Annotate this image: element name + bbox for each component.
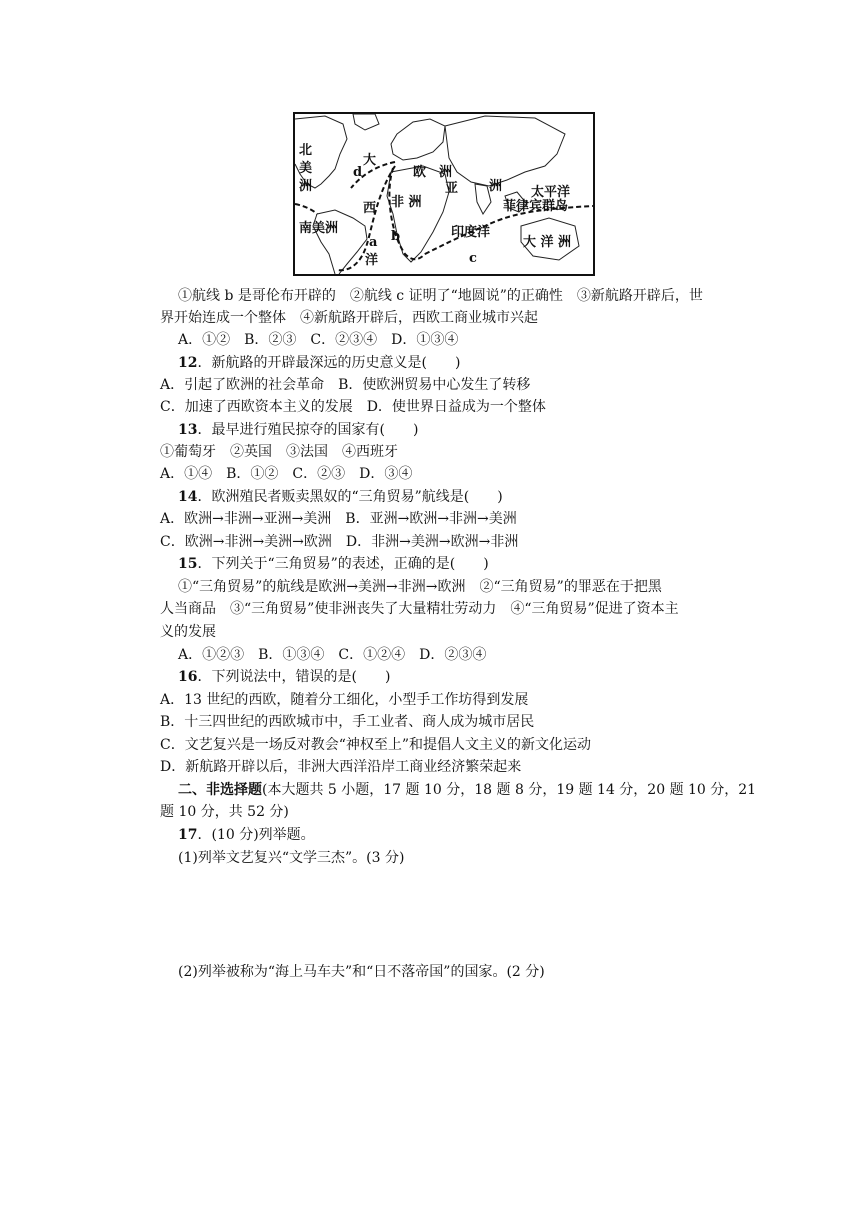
map-label-north-america-1: 北 xyxy=(299,143,313,158)
map-label-route-b: b xyxy=(391,229,401,244)
map-label-asia-ya: 亚 xyxy=(445,181,459,196)
section2-heading xyxy=(178,779,756,801)
map-label-da: 大 xyxy=(363,153,377,168)
q15-stem: ．下列关于“三角贸易”的表述，正确的是( ) xyxy=(197,556,489,572)
q14-number: 14 xyxy=(178,489,198,505)
map-label-route-a: a xyxy=(369,235,378,250)
q15-number: 15 xyxy=(178,556,198,572)
map-label-route-d: d xyxy=(353,165,363,180)
q15-items-line-2: 人当商品 ③“三角贸易”使非洲丧失了大量精壮劳动力 ④“三角贸易”促进了资本主 xyxy=(160,601,679,617)
q17-stem: ．(10 分)列举题。 xyxy=(197,827,315,843)
q14-question xyxy=(178,486,503,508)
q12-options-line-1: A．引起了欧洲的社会革命 B．使欧洲贸易中心发生了转移 xyxy=(160,377,531,393)
q12-number: 12 xyxy=(178,355,198,371)
map-label-south-america: 南美洲 xyxy=(299,221,339,236)
map-drawing xyxy=(295,114,593,274)
q16-stem: ．下列说法中，错误的是( ) xyxy=(197,669,391,685)
q14-stem: ．欧洲殖民者贩卖黑奴的“三角贸易”航线是( ) xyxy=(197,489,503,505)
map-label-asia-zhou: 洲 xyxy=(489,179,503,194)
q12-question xyxy=(178,352,460,374)
q17-number: 17 xyxy=(178,827,198,843)
q15-items-line-3: 义的发展 xyxy=(160,624,216,640)
q13-question xyxy=(178,419,418,441)
navigation-routes-map xyxy=(293,112,595,276)
map-label-yang: 洋 xyxy=(365,253,379,268)
q11-options: A．①② B．②③ C．②③④ D．①③④ xyxy=(178,332,459,348)
map-label-philippines: 菲律宾群岛 xyxy=(503,199,569,214)
q13-number: 13 xyxy=(178,422,198,438)
q16-number: 16 xyxy=(178,669,198,685)
q16-option-a: A．13 世纪的西欧，随着分工细化，小型手工作坊得到发展 xyxy=(160,692,529,708)
q13-options: A．①④ B．①② C．②③ D．③④ xyxy=(160,466,413,482)
q14-options-line-1: A．欧洲→非洲→亚洲→美洲 B．亚洲→欧洲→非洲→美洲 xyxy=(160,511,517,527)
section2-title: 二、非选择题 xyxy=(178,782,262,798)
section2-desc-line-2: 题 10 分，共 52 分) xyxy=(160,804,289,820)
q16-option-d: D．新航路开辟以后，非洲大西洋沿岸工商业经济繁荣起来 xyxy=(160,759,522,775)
q14-options-line-2: C．欧洲→非洲→美洲→欧洲 D．非洲→美洲→欧洲→非洲 xyxy=(160,534,519,550)
q15-question xyxy=(178,553,489,575)
q16-option-c: C．文艺复兴是一场反对教会“神权至上”和提倡人文主义的新文化运动 xyxy=(160,737,592,753)
q13-stem: ．最早进行殖民掠夺的国家有( ) xyxy=(197,422,419,438)
q17-question xyxy=(178,824,315,846)
map-label-indian-ocean: 印度洋 xyxy=(451,225,491,240)
map-label-europe: 欧 洲 xyxy=(413,165,453,180)
q16-question xyxy=(178,666,390,688)
map-label-africa: 非 洲 xyxy=(391,195,422,210)
map-label-north-america-2: 美 xyxy=(299,161,313,176)
map-label-xi: 西 xyxy=(363,201,377,216)
q16-option-b: B．十三四世纪的西欧城市中，手工业者、商人成为城市居民 xyxy=(160,714,535,730)
q11-statement-line-1: ①航线 b 是哥伦布开辟的 ②航线 c 证明了“地圆说”的正确性 ③新航路开辟后，世 xyxy=(178,288,703,304)
q17-sub-question-1: (1)列举文艺复兴“文学三杰”。(3 分) xyxy=(178,850,405,866)
map-label-pacific: 太平洋 xyxy=(531,185,571,200)
q11-statement-line-2: 界开始连成一个整体 ④新航路开辟后，西欧工商业城市兴起 xyxy=(160,310,538,326)
q12-stem: ．新航路的开辟最深远的历史意义是( ) xyxy=(197,355,461,371)
map-label-route-c: c xyxy=(469,251,477,266)
section2-desc-line-1: (本大题共 5 小题，17 题 10 分，18 题 8 分，19 题 14 分，20 题 10 分，21 xyxy=(262,782,757,798)
q13-items: ①葡萄牙 ②英国 ③法国 ④西班牙 xyxy=(160,444,398,460)
q15-items-line-1: ①“三角贸易”的航线是欧洲→美洲→非洲→欧洲 ②“三角贸易”的罪恶在于把黑 xyxy=(178,579,662,595)
q17-sub-question-2: (2)列举被称为“海上马车夫”和“日不落帝国”的国家。(2 分) xyxy=(178,964,545,980)
map-label-oceania: 大 洋 洲 xyxy=(523,235,572,250)
q12-options-line-2: C．加速了西欧资本主义的发展 D．使世界日益成为一个整体 xyxy=(160,399,546,415)
map-label-north-america-3: 洲 xyxy=(299,179,313,194)
q15-options: A．①②③ B．①③④ C．①②④ D．②③④ xyxy=(178,647,487,663)
